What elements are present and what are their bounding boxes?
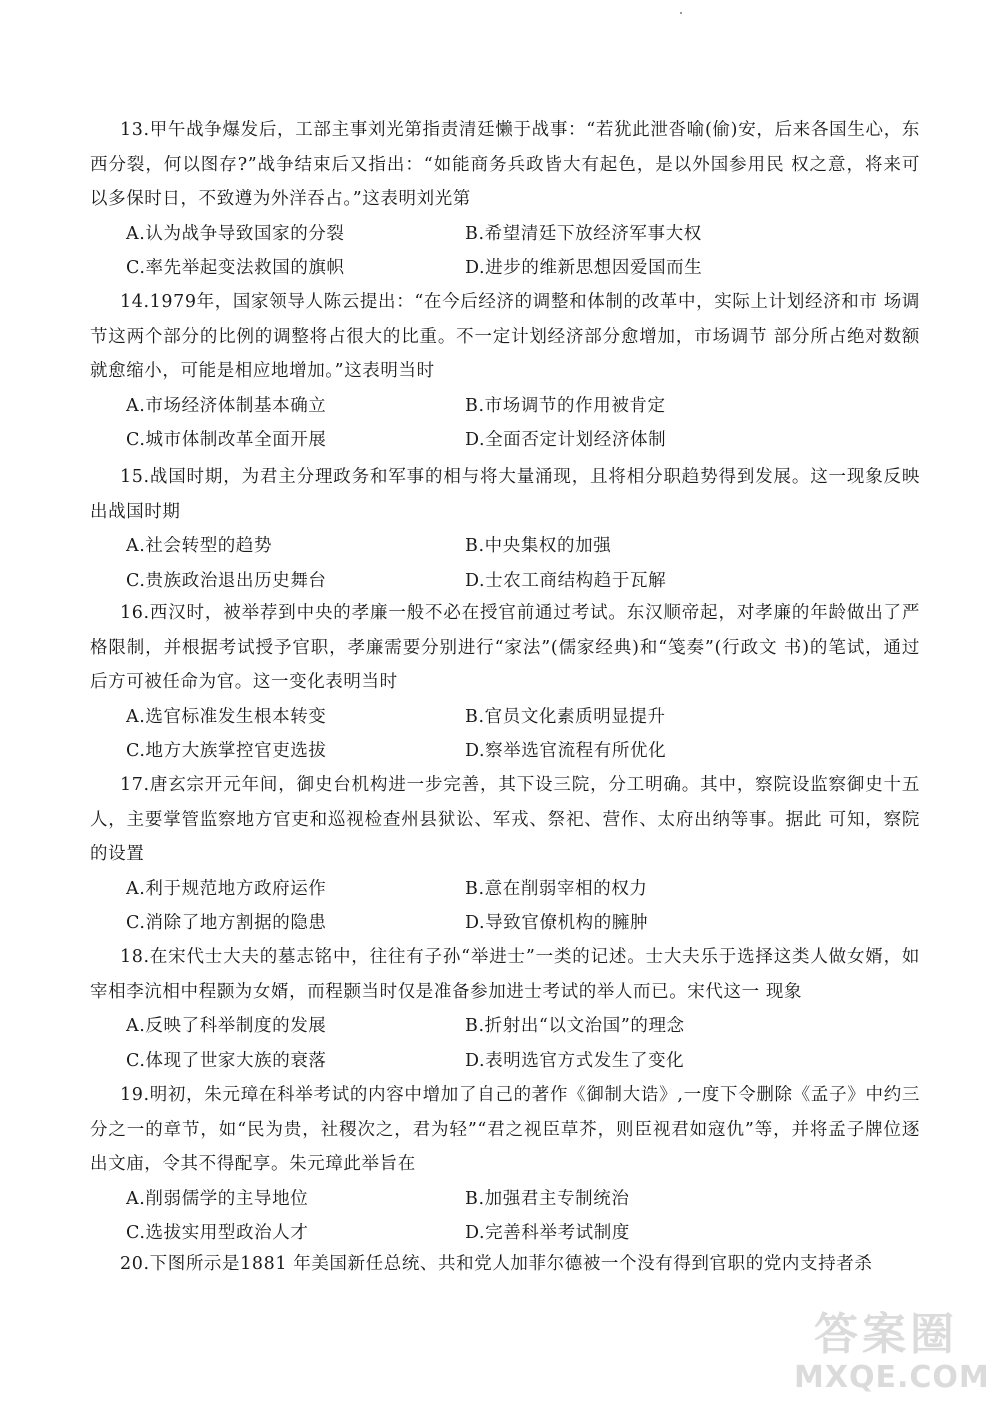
option-d: D.察举选官流程有所优化 [465,741,667,761]
option-row [90,1044,920,1079]
option-row [90,217,920,252]
option-d: D.士农工商结构趋于瓦解 [465,570,667,591]
option-row [90,1182,920,1217]
option-a: A.认为战争导致国家的分裂 [126,223,345,244]
option-a: A.利于规范地方政府运作 [126,878,327,899]
question-18 [90,940,920,1078]
option-c: C.选拔实用型政治人才 [126,1223,309,1243]
option-row [90,389,920,424]
question-stem: 14.1979年，国家领导人陈云提出：“在今后经济的调整和体制的改革中，实际上计划经济和市 场调节这两个部分的比例的调整将占很大的比重。不一定计划经济部分愈增加，市场调节 部分所占绝对数额就愈缩小，可能是相应地增加。”这表明当时 [90,292,920,381]
question-stem: 17.唐玄宗开元年间，御史台机构进一步完善，其下设三院，分工明确。其中，察院设监察御史十五人，主要掌管监察地方官吏和巡视检查州县狱讼、军戎、祭祀、营作、太府出纳等事。据此 可知，察院的设置 [90,775,920,864]
option-row [90,1009,920,1044]
question-stem: 15.战国时期，为君主分理政务和军事的相与将大量涌现，且将相分职趋势得到发展。这一现象反映出战国时期 [90,467,920,522]
site-watermark [774,1298,990,1408]
option-row [90,1216,920,1251]
question-17 [90,768,920,941]
option-row [90,734,920,769]
option-row [90,423,920,458]
option-a: A.社会转型的趋势 [126,536,273,556]
option-c: C.体现了世家大族的衰落 [126,1050,327,1071]
option-b: B.加强君主专制统治 [465,1188,630,1209]
option-b: B.中央集权的加强 [465,536,612,556]
option-d: D.导致官僚机构的臃肿 [465,913,649,933]
option-d: D.表明选官方式发生了变化 [465,1050,685,1071]
question-13 [90,113,920,286]
question-15 [90,460,920,598]
question-stem: 13.甲午战争爆发后，工部主事刘光第指责清廷懒于战事：“若犹此泄沓喻(偷)安，后来各国生心，东西分裂，何以图存?”战争结束后又指出：“如能商务兵政皆大有起色，是以外国参用民 权之意，将来可以多保时日，不致遵为外洋吞占。”这表明刘光第 [90,120,920,209]
question-stem: 16.西汉时，被举荐到中央的孝廉一般不必在授官前通过考试。东汉顺帝起，对孝廉的年龄做出了严格限制，并根据考试授予官职，孝廉需要分别进行“家法”(儒家经典)和“笺奏”(行政文 书)的笔试，通过后方可被任命为官。这一变化表明当时 [90,603,920,692]
option-row [90,872,920,907]
option-b: B.市场调节的作用被肯定 [465,395,666,416]
option-a: A.市场经济体制基本确立 [126,395,327,416]
option-row [90,906,920,941]
question-stem: 19.明初，朱元璋在科举考试的内容中增加了自己的著作《御制大诰》,一度下令删除《孟子》中约三分之一的章节，如“民为贵，社稷次之，君为轻”“君之视臣草芥，则臣视君如寇仇”等，并将孟子牌位逐出文庙，令其不得配享。朱元璋此举旨在 [90,1085,920,1174]
scan-speck [680,12,682,14]
option-c: C.率先举起变法救国的旗帜 [126,258,345,278]
question-16 [90,596,920,769]
watermark-logo-text: 答案圈 [814,1309,958,1360]
option-row [90,529,920,564]
question-stem: 20.下图所示是1881 年美国新任总统、共和党人加菲尔德被一个没有得到官职的党内支持者杀 [120,1254,873,1274]
option-a: A.削弱儒学的主导地位 [126,1188,309,1209]
option-c: C.消除了地方割据的隐患 [126,913,327,933]
option-row [90,700,920,735]
question-19 [90,1078,920,1251]
question-14 [90,285,920,458]
question-stem: 18.在宋代士大夫的墓志铭中，往往有子孙“举进士”一类的记述。士大夫乐于选择这类人做女婿，如宰相李沆相中程颢为女婿，而程颢当时仅是准备参加进士考试的举人而已。宋代这一 现象 [90,947,920,1002]
question-20 [90,1247,920,1282]
option-row [90,564,920,599]
option-b: B.官员文化素质明显提升 [465,706,666,727]
option-d: D.进步的维新思想因爱国而生 [465,258,703,278]
option-c: C.地方大族掌控官吏选拔 [126,741,327,761]
option-b: B.折射出“以文治国”的理念 [465,1016,685,1036]
watermark-url: MXQE.COM [794,1360,990,1395]
option-c: C.贵族政治退出历史舞台 [126,570,327,591]
option-c: C.城市体制改革全面开展 [126,430,327,450]
option-d: D.全面否定计划经济体制 [465,430,667,450]
option-d: D.完善科举考试制度 [465,1223,630,1243]
option-b: B.希望清廷下放经济军事大权 [465,223,702,244]
option-b: B.意在削弱宰相的权力 [465,878,648,899]
option-a: A.反映了科举制度的发展 [126,1016,327,1036]
option-row [90,251,920,286]
option-a: A.选官标准发生根本转变 [126,706,327,727]
